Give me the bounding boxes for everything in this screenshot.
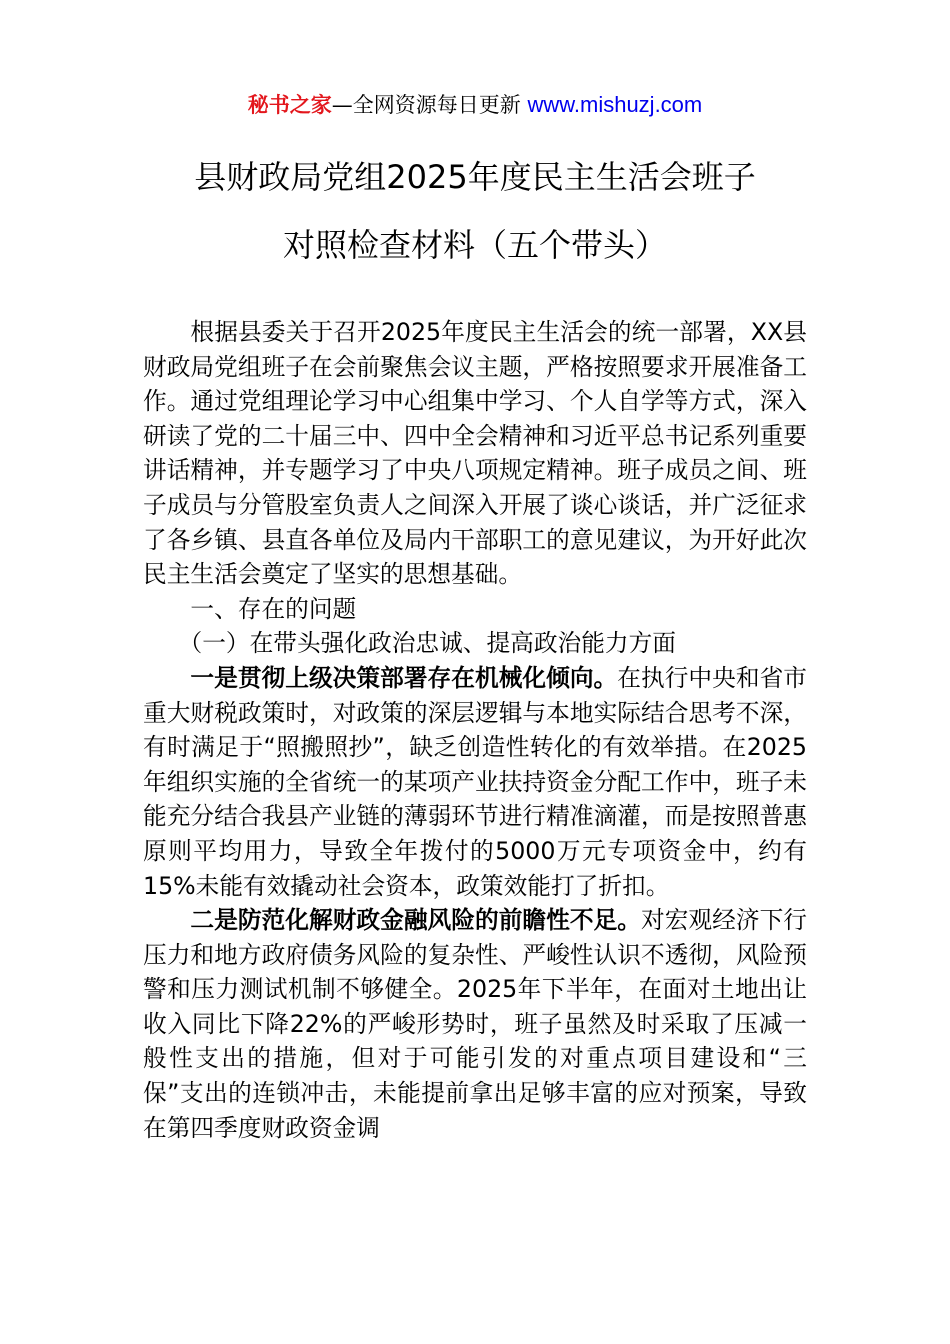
section-heading: 一、存在的问题 [190,594,357,623]
document-title-line-1: 县财政局党组2025年度民主生活会班子 [194,158,756,196]
site-banner [0,88,950,122]
banner-tagline: —全网资源每日更新 [331,93,528,117]
point-1-lead: 一是贯彻上级决策部署存在机械化倾向。 [190,663,618,692]
document-body [143,315,807,1145]
point-2-text: 对宏观经济下行压力和地方政府债务风险的复杂性、严峻性认识不透彻，风险预警和压力测试机制不够健全。2025年下半年，在面对土地出让收入同比下降22%的严峻形势时，班子虽然及时采取了压减一般性支出的措施，但对于可能引发的对重点项目建设和“三保”支出的连锁冲击，未能提前拿出足够丰富的应对预案，导致在第四季度财政资金调 [143,906,807,1142]
point-2-lead: 二是防范化解财政金融风险的前瞻性不足。 [190,906,641,935]
point-paragraph-1 [143,661,807,903]
subsection-heading: （一）在带头强化政治忠诚、提高政治能力方面 [178,629,676,658]
site-url-link[interactable]: www.mishuzj.com [527,92,703,117]
point-1-text: 在执行中央和省市重大财税政策时，对政策的深层逻辑与本地实际结合思考不深，有时满足于“照搬照抄”，缺乏创造性转化的有效举措。在2025年组织实施的全省统一的某项产业扶持资金分配工作中，班子未能充分结合我县产业链的薄弱环节进行精准滴灌，而是按照普惠原则平均用力，导致全年拨付的5000万元专项资金中，约有15%未能有效撬动社会资本，政策效能打了折扣。 [143,663,807,900]
document-title-line-2: 对照检查材料（五个带头） [282,226,667,264]
point-paragraph-2 [143,903,807,1145]
site-name: 秘书之家 [247,93,332,117]
intro-paragraph: 根据县委关于召开2025年度民主生活会的统一部署，XX县财政局党组班子在会前聚焦会议主题，严格按照要求开展准备工作。通过党组理论学习中心组集中学习、个人自学等方式，深入研读了党的二十届三中、四中全会精神和习近平总书记系列重要讲话精神，并专题学习了中央八项规定精神。班子成员之间、班子成员与分管股室负责人之间深入开展了谈心谈话，并广泛征求了各乡镇、县直各单位及局内干部职工的意见建议，为开好此次民主生活会奠定了坚实的思想基础。 [143,318,807,589]
